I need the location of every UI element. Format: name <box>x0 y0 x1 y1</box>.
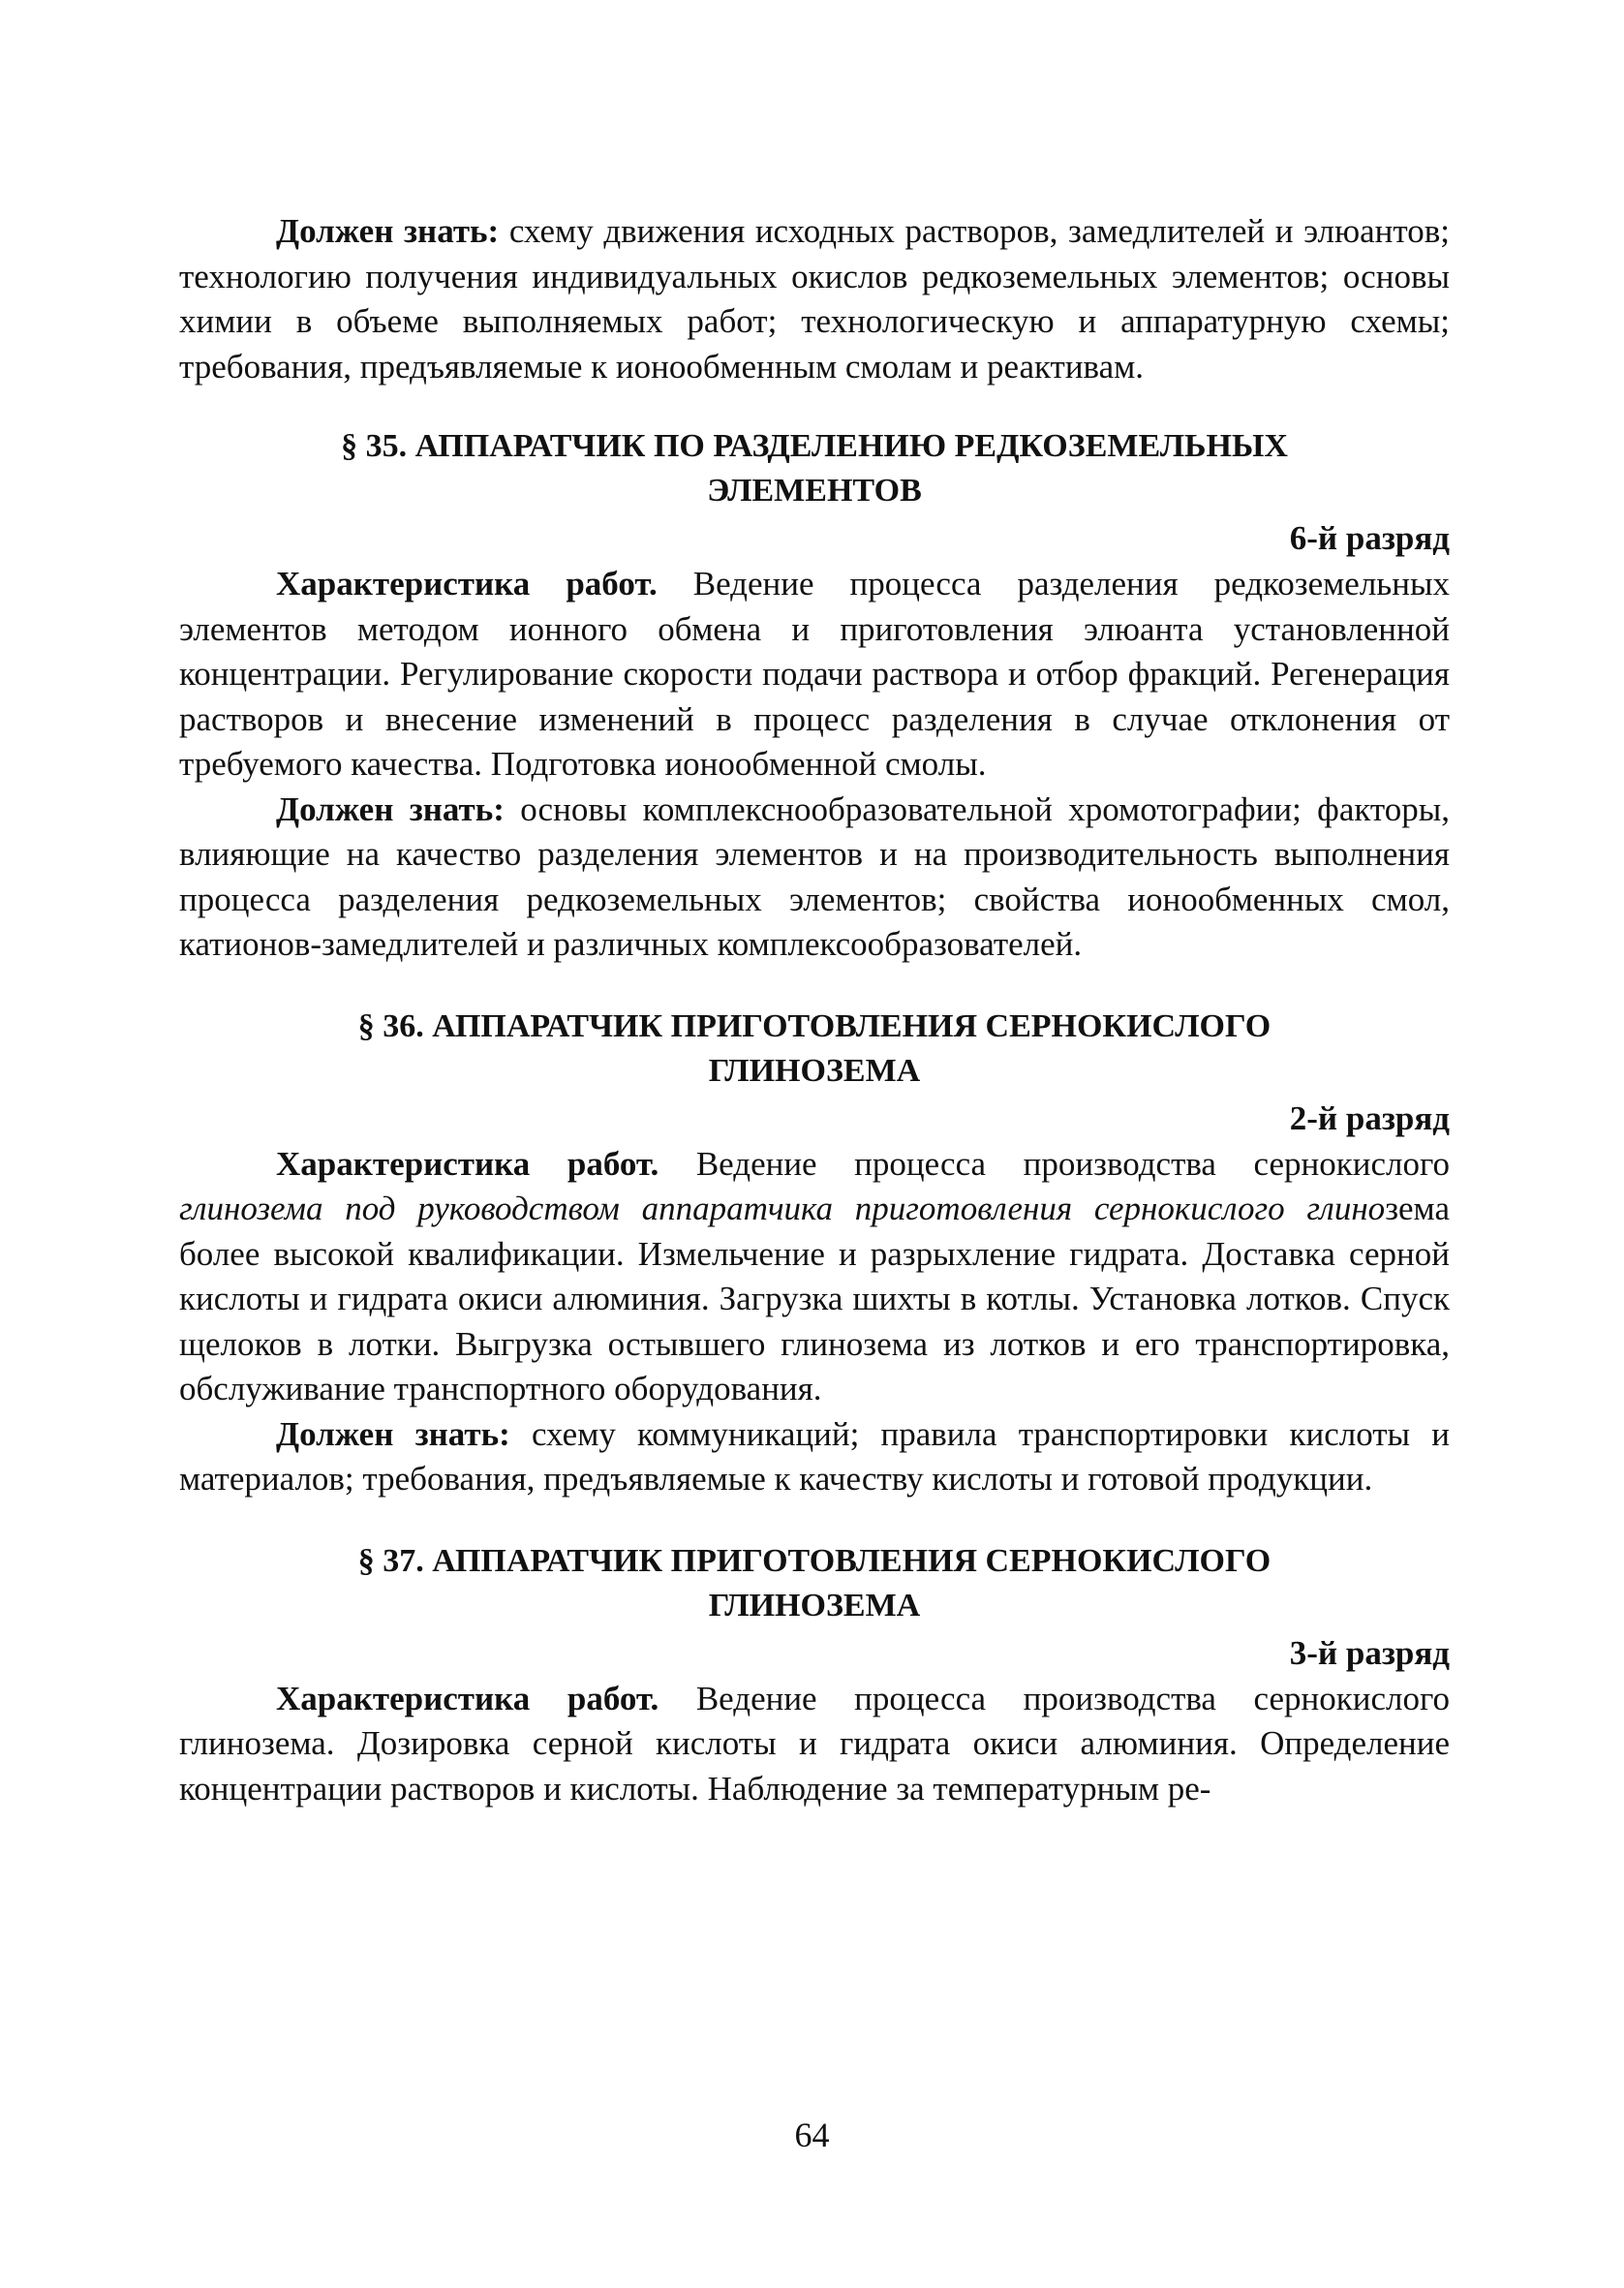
intro-paragraph <box>179 209 1450 389</box>
section-37-rank: 3-й разряд <box>1289 1633 1450 1672</box>
section-36-char-text-b: зема более высокой квалификации. Измельчение и разрыхление гидрата. Доставка серной кислоты и гидрата окиси алюминия. Загрузка шихты в котлы. Установка лотков. Спуск щелоков в лотки. Выгрузка остывшего глинозема из лотков и его транспортировка, обслуживание транспортного оборудования. <box>179 1190 1450 1407</box>
intro-lead: Должен знать: <box>276 212 500 250</box>
section-36-characteristics <box>179 1142 1450 1412</box>
page-number: 64 <box>794 2116 830 2154</box>
section-35-char-lead: Характеристика работ. <box>276 565 658 603</box>
section-37-title-line2: ГЛИНОЗЕМА <box>708 1587 921 1623</box>
section-35-char-text: Ведение процесса разделения редкоземельных элементов методом ионного обмена и приготовления элюанта установленной концентрации. Регулирование скорости подачи раствора и отбор фракций. Регенерация растворов и внесение изменений в процесс разделения в случае отклонения от требуемого качества. Подготовка ионообменной смолы. <box>179 565 1450 783</box>
section-36-char-lead: Характеристика работ. <box>276 1144 659 1183</box>
section-36-char-text-italic: глинозема под руководством аппаратчика приготовления сернокислого глино <box>179 1190 1386 1227</box>
section-36-knowledge <box>179 1412 1450 1502</box>
section-35-characteristics <box>179 562 1450 788</box>
section-37-characteristics <box>179 1677 1450 1812</box>
intro-text: схему движения исходных растворов, замедлителей и элюантов; технологию получения индивидуальных окислов редкоземельных элементов; основы химии в объеме выполняемых работ; технологическую и аппаратурную схемы; требования, предъявляемые к ионообменным смолам и реактивам. <box>179 212 1450 386</box>
section-35-title-line1: § 35. АППАРАТЧИК ПО РАЗДЕЛЕНИЮ РЕДКОЗЕМЕЛЬНЫХ <box>341 428 1288 464</box>
section-36-know-text: схему коммуникаций; правила транспортировки кислоты и материалов; требования, предъявляемые к качеству кислоты и готовой продукции. <box>179 1414 1451 1498</box>
section-37 <box>179 1539 1450 1812</box>
section-36-rank: 2-й разряд <box>1289 1098 1450 1137</box>
section-35-know-lead: Должен знать: <box>276 789 505 828</box>
section-35-know-text: основы комплекснообразовательной хромотографии; факторы, влияющие на качество разделения элементов и на производительность выполнения процесса разделения редкоземельных элементов; свойства ионообменных смол, катионов-замедлителей и различных комплексообразователей. <box>179 789 1450 963</box>
section-35-rank: 6-й разряд <box>1289 519 1450 557</box>
section-36-know-lead: Должен знать: <box>276 1414 510 1453</box>
section-36-title-line2: ГЛИНОЗЕМА <box>708 1052 921 1089</box>
section-37-title-line1: § 37. АППАРАТЧИК ПРИГОТОВЛЕНИЯ СЕРНОКИСЛОГО <box>357 1542 1272 1579</box>
section-36 <box>179 1005 1450 1502</box>
section-36-title <box>179 1005 1450 1094</box>
section-37-char-lead: Характеристика работ. <box>276 1679 659 1717</box>
section-37-char-text: Ведение процесса производства сернокислого глинозема. Дозировка серной кислоты и гидрата окиси алюминия. Определение концентрации растворов и кислоты. Наблюдение за температурным ре- <box>179 1679 1451 1808</box>
section-35-title-line2: ЭЛЕМЕНТОВ <box>707 473 922 509</box>
section-36-title-line1: § 36. АППАРАТЧИК ПРИГОТОВЛЕНИЯ СЕРНОКИСЛОГО <box>357 1007 1272 1044</box>
section-36-char-text-a: Ведение процесса производства сернокислого <box>659 1144 1451 1183</box>
section-37-title <box>179 1539 1450 1628</box>
section-35 <box>179 424 1450 968</box>
section-35-knowledge <box>179 788 1450 968</box>
page-content <box>179 209 1450 1811</box>
section-35-title <box>179 424 1450 513</box>
